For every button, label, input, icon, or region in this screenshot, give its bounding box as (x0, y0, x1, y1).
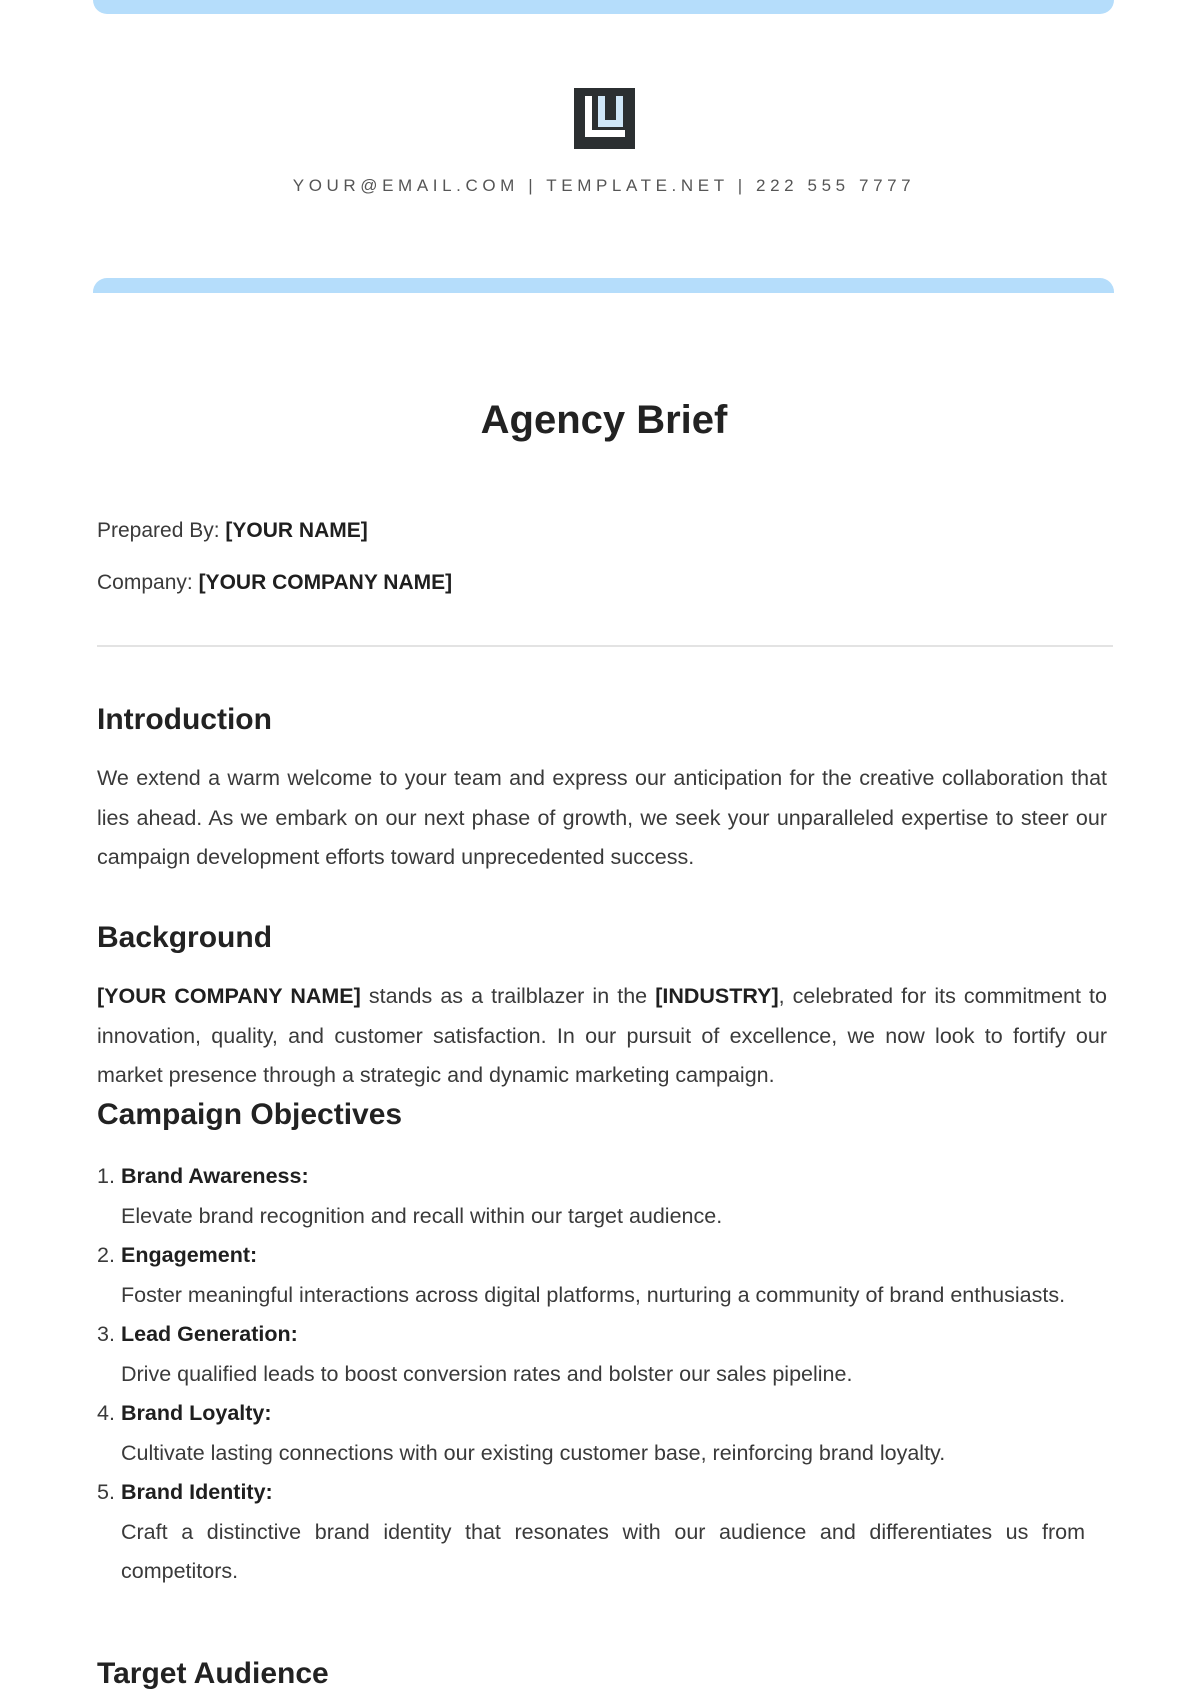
section-divider (97, 645, 1113, 647)
prepared-by-value: [YOUR NAME] (225, 519, 368, 542)
list-item (97, 1315, 1107, 1394)
list-item-label: Lead Generation: (121, 1322, 298, 1346)
list-item-label: Engagement: (121, 1243, 258, 1267)
list-item-label: Brand Identity: (121, 1480, 273, 1504)
list-item (97, 1236, 1107, 1315)
background-industry: [INDUSTRY] (655, 984, 779, 1008)
introduction-text: We extend a warm welcome to your team and express our anticipation for the creative collaboration that lies ahead. As we embark on our next phase of growth, we seek your unparalleled expertise to steer our campaign development efforts toward unprecedented success. (97, 766, 1107, 869)
letter-block-logo-icon (574, 88, 635, 149)
background-heading: Background (97, 921, 273, 954)
list-item-description: Elevate brand recognition and recall within our target audience. (121, 1203, 723, 1228)
list-item-description: Cultivate lasting connections with our existing customer base, reinforcing brand loyalty. (121, 1440, 946, 1465)
company-line (97, 571, 452, 595)
contact-line: YOUR@EMAIL.COM | TEMPLATE.NET | 222 555 7777 (292, 176, 916, 195)
header-bottom-band (93, 278, 1114, 293)
list-item-number: 4. (97, 1401, 115, 1425)
list-item-number: 1. (97, 1164, 115, 1188)
prepared-by-line (97, 519, 368, 543)
list-item-description: Foster meaningful interactions across digital platforms, nurturing a community of brand enthusiasts. (121, 1282, 1066, 1307)
background-text (97, 977, 1107, 1096)
list-item (97, 1157, 1107, 1236)
objectives-list (97, 1157, 1107, 1592)
list-item-description: Craft a distinctive brand identity that resonates with our audience and differentiates us from competitors. (121, 1519, 1085, 1583)
prepared-by-label: Prepared By: (97, 519, 220, 542)
background-text-b: , celebrated for its commitment to innovation, quality, and customer satisfaction. In our pursuit of excellence, we now look to fortify our market presence through a strategic and dynamic marketing campaign. (97, 984, 1107, 1087)
list-item-description: Drive qualified leads to boost conversion rates and bolster our sales pipeline. (121, 1361, 853, 1386)
target-audience-heading: Target Audience (97, 1657, 329, 1690)
list-item (97, 1473, 1107, 1592)
list-item-label: Brand Awareness: (121, 1164, 309, 1188)
company-label: Company: (97, 571, 193, 594)
background-text-a: stands as a trailblazer in the (360, 984, 656, 1008)
list-item (97, 1394, 1107, 1473)
company-value: [YOUR COMPANY NAME] (198, 571, 453, 594)
objectives-heading: Campaign Objectives (97, 1098, 403, 1131)
page-title: Agency Brief (480, 398, 728, 442)
list-item-number: 3. (97, 1322, 115, 1346)
introduction-heading: Introduction (97, 703, 272, 736)
list-item-number: 5. (97, 1480, 115, 1504)
background-company: [YOUR COMPANY NAME] (97, 984, 361, 1008)
list-item-label: Brand Loyalty: (121, 1401, 272, 1425)
list-item-number: 2. (97, 1243, 115, 1267)
header-top-band (93, 0, 1114, 14)
